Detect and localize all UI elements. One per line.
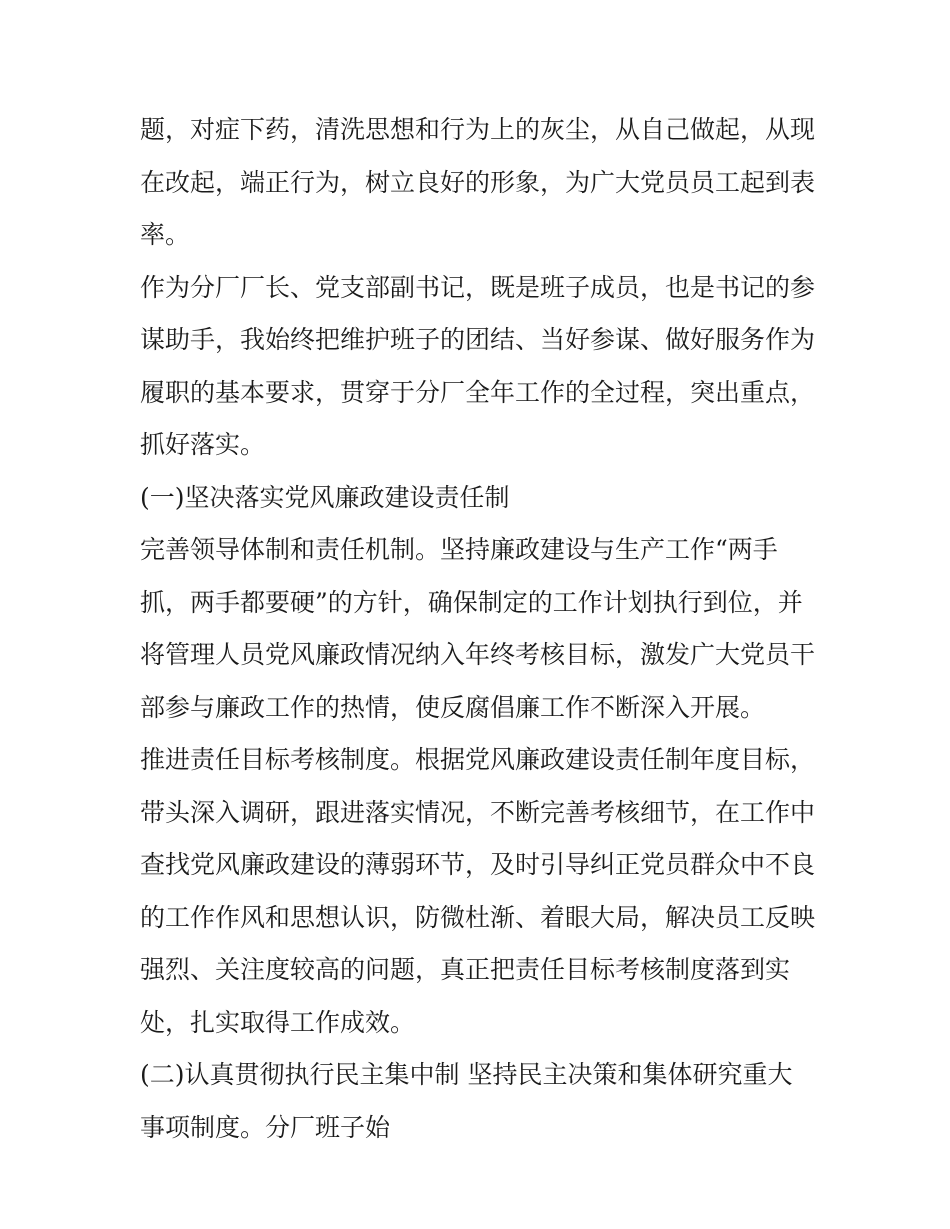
- text-line: 履职的基本要求，贯穿于分厂全年工作的全过程，突出重点，: [140, 377, 816, 407]
- text-line: 查找党风廉政建设的薄弱环节，及时引导纠正党员群众中不良: [140, 850, 816, 879]
- text-line: 抓，两手都要硬”的方针，确保制定的工作计划执行到位，并: [140, 587, 803, 617]
- text-line: 的工作作风和思想认识，防微杜渐、着眼大局，解决员工反映: [140, 902, 816, 932]
- section-heading: (二)认真贯彻执行民主集中制 坚持民主决策和集体研究重大: [140, 1060, 793, 1089]
- text-line: 带头深入调研，跟进落实情况，不断完善考核细节，在工作中: [140, 797, 816, 827]
- text-line: 率。: [140, 220, 191, 249]
- text-line: 题，对症下药，清洗思想和行为上的灰尘，从自己做起，从现: [140, 115, 816, 144]
- text-line: 事项制度。分厂班子始: [140, 1112, 391, 1142]
- text-line: 在改起，端正行为，树立良好的形象，为广大党员员工起到表: [140, 167, 816, 197]
- text-line: 将管理人员党风廉政情况纳入年终考核目标，激发广大党员干: [140, 640, 816, 669]
- text-line: 部参与廉政工作的热情，使反腐倡廉工作不断深入开展。: [140, 692, 766, 722]
- section-heading: (一)坚决落实党风廉政建设责任制: [140, 482, 510, 512]
- text-line: 处，扎实取得工作成效。: [140, 1007, 416, 1037]
- text-line: 强烈、关注度较高的问题，真正把责任目标考核制度落到实: [140, 955, 791, 984]
- text-line: 推进责任目标考核制度。根据党风廉政建设责任制年度目标，: [140, 745, 816, 774]
- text-line: 谋助手，我始终把维护班子的团结、当好参谋、做好服务作为: [140, 325, 816, 354]
- text-line: 抓好落实。: [140, 430, 266, 459]
- text-line: 完善领导体制和责任机制。坚持廉政建设与生产工作“两手: [140, 535, 778, 564]
- document-body: [140, 104, 820, 1154]
- text-line: 作为分厂厂长、党支部副书记，既是班子成员，也是书记的参: [140, 272, 816, 302]
